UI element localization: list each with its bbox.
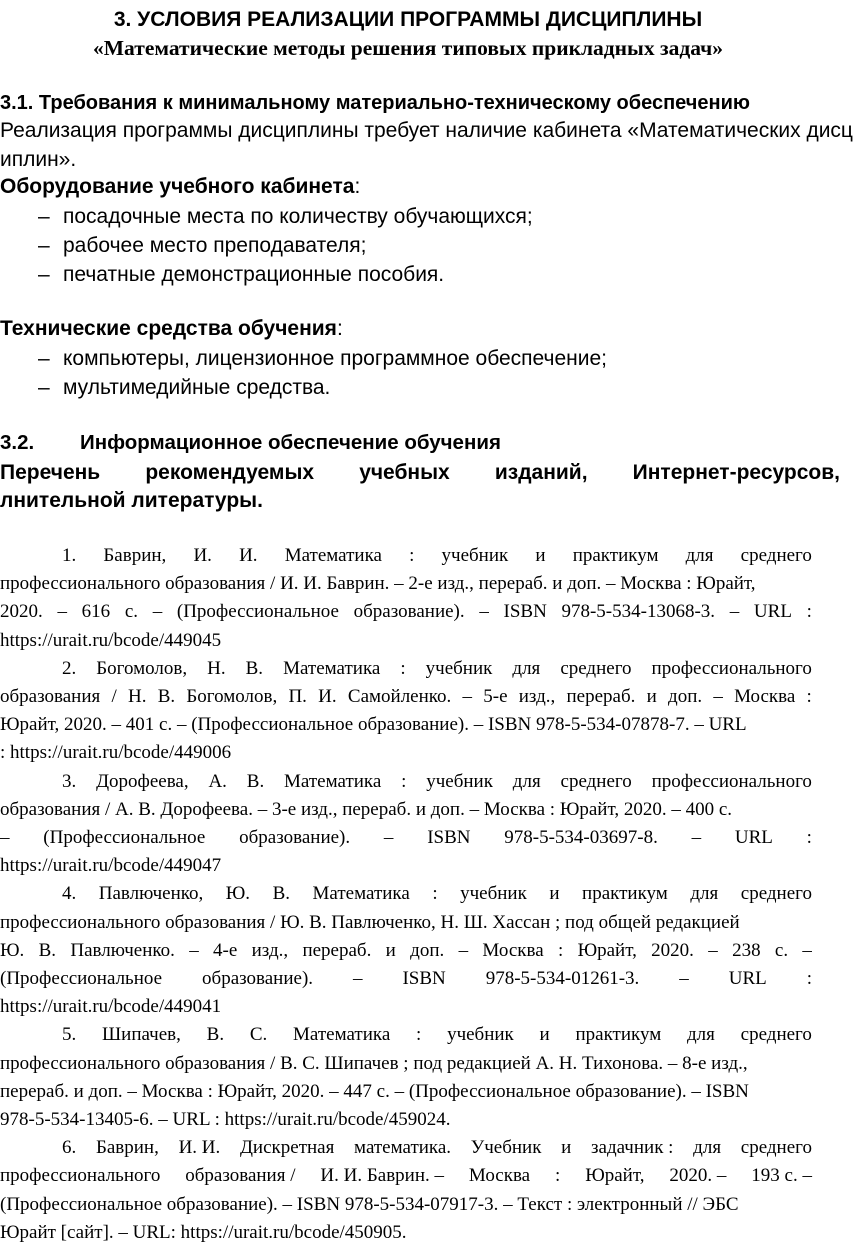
reference-text: 3. (62, 770, 77, 792)
reference-text: Баврин, (103, 545, 167, 566)
reference-text: : (806, 968, 812, 989)
list-title-word: Перечень (0, 461, 101, 484)
reference-text: среднего (740, 883, 812, 905)
reference-text: 5. (62, 1024, 77, 1046)
reference-text: практикум (582, 883, 668, 905)
reference-text: Юрайт [сайт]. – URL: https://urait.ru/bcode/450905. (0, 1221, 407, 1243)
reference-text: И. (239, 545, 258, 566)
reference-text: В. (245, 657, 264, 679)
reference-item-line (0, 800, 732, 819)
reference-text: для (512, 770, 541, 792)
reference-text: 2. (62, 657, 77, 679)
discipline-subtitle: «Математические методы решения типовых прикладных задач» (93, 36, 723, 60)
reference-text: – (0, 827, 10, 848)
equipment-heading (0, 176, 360, 197)
reference-text: Ю. (0, 939, 25, 961)
section-3-2-title: Информационное обеспечение обучения (80, 431, 501, 454)
reference-text: Москва (468, 1165, 531, 1187)
reference-item-line (0, 913, 740, 932)
reference-text: В. (38, 939, 57, 961)
reference-text: для (693, 1137, 722, 1159)
reference-text: URL (753, 601, 792, 623)
reference-item-line (0, 687, 812, 706)
reference-text: – (713, 686, 723, 707)
list-title-word: рекомендуемых (145, 461, 315, 484)
reference-text: Учебник (470, 1137, 542, 1159)
reference-text: профессионального (651, 657, 812, 679)
reference-text: Математика (293, 1024, 391, 1046)
reference-text: учебник (425, 657, 493, 679)
reference-text: с. (774, 939, 789, 961)
reference-item-line (0, 1223, 407, 1242)
reference-text: 978-5-534-13405-6. – URL : https://urait.ru/bcode/459024. (0, 1109, 451, 1130)
reference-text: среднего (740, 1137, 812, 1159)
section-3-1-intro-line1: Реализация программы дисциплины требует наличие кабинета «Математических дисц (0, 119, 853, 142)
reference-text: – (189, 939, 199, 961)
reference-text: Москва (482, 939, 544, 961)
reference-text: Москва (734, 686, 796, 707)
equipment-label: Оборудование учебного кабинета (0, 175, 355, 198)
list-title-line2: лнительной литературы. (0, 489, 263, 512)
reference-text: Павлюченко, (98, 883, 204, 905)
reference-text: Математика (284, 545, 382, 566)
reference-text: (Профессиональное образование). – ISBN 978-5-534-07917-3. – Текст : электронный // ЭБС (0, 1193, 739, 1215)
reference-text: – (353, 968, 363, 989)
reference-text: (Профессиональное (176, 601, 339, 623)
reference-text: – (152, 601, 163, 623)
reference-text: 5-е (483, 686, 508, 707)
reference-text: (Профессиональное (0, 968, 163, 989)
list-title-line1 (0, 462, 840, 483)
reference-text: 2020. (651, 939, 694, 961)
reference-text: И. (318, 686, 337, 707)
reference-text: Юрайт, 2020. – 401 с. – (Профессиональное образование). – ISBN 978-5-534-07878-7. – URL (0, 714, 747, 736)
reference-text: среднего (740, 545, 812, 566)
reference-text: – (691, 827, 702, 848)
reference-item-line (0, 1195, 739, 1214)
tech-heading (0, 318, 343, 339)
reference-text: Самойленко. (347, 686, 452, 707)
section-3-1-title: 3.1. Требования к минимальному материально-техническому обеспечению (0, 92, 750, 114)
reference-text: : (557, 939, 564, 961)
reference-text: профессионального образования / И. И. Баврин. – 2-е изд., перераб. и доп. – Москва : Юрайт, (0, 573, 756, 595)
section-3-1-intro-line2: иплин». (0, 148, 77, 171)
reference-text: – (802, 939, 812, 961)
reference-item-line (0, 631, 221, 650)
reference-text: : (555, 1165, 561, 1187)
reference-text: П. (288, 686, 307, 707)
reference-text: 978-5-534-03697-8. (504, 827, 658, 848)
reference-text: https://urait.ru/bcode/449045 (0, 629, 222, 651)
reference-text: ISBN (503, 601, 547, 623)
reference-text: изд., (251, 939, 289, 961)
reference-text: : (806, 601, 812, 623)
reference-item-line (0, 602, 812, 621)
reference-text: Н. (207, 657, 226, 679)
document-page: 3. УСЛОВИЯ РЕАЛИЗАЦИИ ПРОГРАММЫ ДИСЦИПЛИНЫ «Математические методы решения типовых прикладных задач» 3.1. Требования к минимальному материально-техническому обеспечению Реализация программы дисциплины требует наличие кабинета «Математических дисц иплин». Оборудование учебного кабинета: – посадочные места по количеству обучающихся; – рабочее место преподавателя; – печатные демонстрационные пособия. Технические средства обучения: – компьютеры, лицензионное программное обеспечение; – мультимедийные средства. 3.2. Информационное обеспечение обучения Перечень рекомендуемых учебных изданий, Интернет-ресурсов, лнительной литературы. 1. Баврин, И. И. Математика : учебник и практикум для среднего профессионального образования / И. И. Баврин. – 2-е изд., перераб. и доп. – Москва : Юрайт, 2020. – 616 с. – (Профессиональное образование). – ISBN 978-5-534-13068-3. – URL : https://urait.ru/bcode/449045 2. Богомолов, Н. В. Математика : учебник для среднего профессионального образования / Н. В. Богомолов, П. И. Самойленко. – 5-е изд., перераб. и доп. – Москва : Юрайт, 2020. – 401 с. – (Профессиональное образование). – ISBN 978-5-534-07878-7. – URL : https://urait.ru/bcode/449006 3. Дорофеева, А. В. Математика : учебник для среднего профессионального образования / А. В. Дорофеева. – 3-е изд., перераб. и доп. – Москва : Юрайт, 2020. – 400 с. – (Профессиональное образование). – ISBN 978-5-534-03697-8. – URL : https://urait.ru/bcode/449047 4. Павлюченко, Ю. В. Математика : учебник и практикум для среднего профессионального образования / Ю. В. Павлюченко, Н. Ш. Хассан ; под общей редакцией Ю. В. Павлюченко. – 4-е изд., перераб. и доп. – Москва : Юрайт, 2020. – 238 с. – (Профессиональное образование). – ISBN 978-5-534-01261-3. – URL : https://urait.ru/bcode/449041 5. Шипачев, В. С. Математика : учебник и практикум для среднего профессионального образования / В. С. Шипачев ; под редакцией А. Н. Тихонова. – 8-е изд., перераб. и доп. – Москва : Юрайт, 2020. – 447 с. – (Профессиональное образование). – ISBN 978-5-534-13405-6. – URL : https://urait.ru/bcode/459024. 6. Баврин, И. И. Дискретная математика. Учебник и задачник : для среднего профессионального образования / И. И. Баврин. – Москва : Юрайт, 2020. – 193 с. – (Профессиональное образование). – ISBN 978-5-534-07917-3. – Текст : электронный // ЭБС Юрайт [сайт]. – URL: https://urait.ru/bcode/450905. (0, 8, 853, 1243)
reference-text: Дорофеева, (96, 770, 189, 792)
reference-text: : (401, 770, 407, 792)
reference-text: с. (124, 601, 138, 623)
reference-text: Математика (284, 770, 382, 792)
reference-text: 238 (732, 939, 761, 961)
reference-text: Н. (127, 686, 147, 707)
reference-item-first-line (62, 546, 812, 565)
reference-text: среднего (740, 1024, 812, 1046)
reference-text: И. И. (178, 1137, 221, 1159)
reference-text: : (806, 686, 812, 707)
reference-text: перераб. (302, 939, 372, 961)
reference-text: доп. (410, 939, 445, 961)
reference-text: Баврин, (95, 1137, 159, 1159)
reference-text: профессионального образования / Ю. В. Павлюченко, Н. Ш. Хассан ; под общей редакцией (0, 911, 740, 933)
reference-text: образования / (185, 1165, 296, 1187)
reference-text: и (549, 883, 560, 905)
reference-text: Ю. (225, 883, 251, 905)
reference-text: ISBN (427, 827, 471, 848)
dash-bullet: – (38, 347, 50, 370)
reference-item-first-line (62, 1138, 812, 1157)
reference-text: Богомолов, (186, 686, 278, 707)
reference-text: для (690, 883, 719, 905)
reference-item-line (0, 743, 231, 762)
reference-text: В. (272, 883, 291, 905)
reference-text: 4-е (213, 939, 238, 961)
reference-text: учебник (441, 545, 509, 566)
reference-text: и (561, 1137, 572, 1159)
reference-text: 978-5-534-13068-3. (561, 601, 716, 623)
reference-item-line (0, 941, 812, 960)
reference-text: образование). (202, 968, 314, 989)
reference-text: и (535, 545, 546, 566)
reference-text: https://urait.ru/bcode/449047 (0, 855, 222, 877)
dash-bullet: – (38, 234, 50, 257)
tech-label: Технические средства обучения (0, 317, 337, 340)
reference-text: (Профессиональное (43, 827, 206, 848)
reference-text: перераб. (566, 686, 636, 707)
dash-bullet: – (38, 263, 50, 286)
reference-text: профессионального (0, 1165, 161, 1187)
chapter-title: 3. УСЛОВИЯ РЕАЛИЗАЦИИ ПРОГРАММЫ ДИСЦИПЛИНЫ (113, 8, 703, 31)
reference-item-line (0, 574, 756, 593)
reference-text: ISBN (402, 968, 446, 989)
reference-text: : (400, 657, 406, 679)
reference-text: 1. (62, 545, 77, 566)
reference-text: практикум (572, 545, 659, 566)
reference-text: Павлюченко. (70, 939, 175, 961)
reference-text: 2020. (0, 601, 43, 623)
reference-text: – (57, 601, 67, 623)
reference-text: Математика (283, 657, 381, 679)
reference-text: В. (206, 1024, 225, 1046)
reference-text: Богомолов, (96, 657, 188, 679)
tech-colon: : (336, 317, 343, 340)
reference-text: среднего (560, 657, 632, 679)
reference-text: https://urait.ru/bcode/449041 (0, 996, 222, 1018)
reference-item-line (0, 997, 221, 1016)
reference-text: для (685, 545, 714, 566)
reference-text: профессионального образования / В. С. Шипачев ; под редакцией А. Н. Тихонова. – 8-е изд., (0, 1052, 748, 1074)
reference-text: образование). (239, 827, 351, 848)
reference-text: практикум (575, 1024, 662, 1046)
reference-text: URL (734, 827, 773, 848)
reference-text: перераб. и доп. – Москва : Юрайт, 2020. – 447 с. – (Профессиональное образование). – ISBN (0, 1080, 749, 1102)
reference-text: – (383, 827, 394, 848)
reference-text: – (462, 686, 473, 707)
reference-item-line (0, 1054, 748, 1073)
reference-item-first-line (62, 772, 812, 791)
reference-text: – (458, 939, 469, 961)
reference-item-first-line (62, 659, 812, 678)
section-3-2-number: 3.2. (0, 431, 35, 454)
reference-text: 193 с. – (751, 1165, 812, 1187)
reference-text: образование). (353, 601, 465, 623)
reference-text: : (409, 545, 415, 566)
reference-text: И. И. Баврин. – (320, 1165, 444, 1187)
reference-item-line (0, 715, 747, 734)
reference-text: URL (728, 968, 767, 989)
reference-text: В. (246, 770, 265, 792)
list-title-word: изданий, (494, 461, 588, 484)
reference-item-line (0, 856, 221, 875)
reference-text: 616 (81, 601, 111, 623)
reference-text: 4. (62, 883, 77, 905)
reference-text: – (708, 939, 718, 961)
reference-text: С. (249, 1024, 268, 1046)
reference-text: : (416, 1024, 422, 1046)
reference-text: для (687, 1024, 715, 1046)
reference-text: – (679, 968, 689, 989)
reference-text: – (729, 601, 740, 623)
reference-text: : (806, 827, 812, 848)
reference-text: В. (157, 686, 176, 707)
reference-text: среднего (560, 770, 632, 792)
reference-text: 2020. – (669, 1165, 727, 1187)
reference-item-line (0, 828, 812, 847)
reference-text: А. (208, 770, 227, 792)
reference-text: доп. (668, 686, 703, 707)
dash-bullet: – (38, 376, 50, 399)
reference-item-first-line (62, 884, 812, 903)
reference-item-line (0, 1166, 812, 1185)
reference-text: задачник : (591, 1137, 674, 1159)
reference-text: профессионального (651, 770, 812, 792)
reference-text: Шипачев, (102, 1024, 181, 1046)
reference-text: И. (193, 545, 212, 566)
reference-text: / (111, 686, 117, 707)
reference-text: Юрайт, (577, 939, 637, 961)
reference-item-line (0, 1110, 451, 1129)
reference-text: учебник (460, 883, 527, 905)
reference-text: Математика (312, 883, 410, 905)
reference-text: для (512, 657, 541, 679)
reference-item-first-line (62, 1025, 812, 1044)
reference-text: 978-5-534-01261-3. (485, 968, 640, 989)
reference-text: и (646, 686, 657, 707)
reference-text: : https://urait.ru/bcode/449006 (0, 742, 232, 764)
reference-text: изд., (518, 686, 556, 707)
reference-text: Юрайт, (585, 1165, 645, 1187)
reference-text: учебник (426, 770, 493, 792)
equipment-colon: : (354, 175, 361, 198)
reference-text: и (539, 1024, 550, 1046)
reference-text: Дискретная (239, 1137, 335, 1159)
list-title-word: Интернет-ресурсов, (632, 461, 840, 484)
reference-item-line (0, 1082, 749, 1101)
list-title-word: учебных (359, 461, 450, 484)
dash-bullet: – (38, 205, 50, 228)
reference-text: 6. (62, 1137, 77, 1159)
reference-text: – (479, 601, 489, 623)
reference-text: образования (0, 686, 101, 707)
reference-text: : (432, 883, 438, 905)
reference-item-line (0, 969, 812, 988)
reference-text: математика. (354, 1137, 452, 1159)
reference-text: образования / А. В. Дорофеева. – 3-е изд., перераб. и доп. – Москва : Юрайт, 2020. – 400 с. (0, 798, 733, 820)
reference-text: и (385, 939, 396, 961)
reference-text: учебник (447, 1024, 514, 1046)
